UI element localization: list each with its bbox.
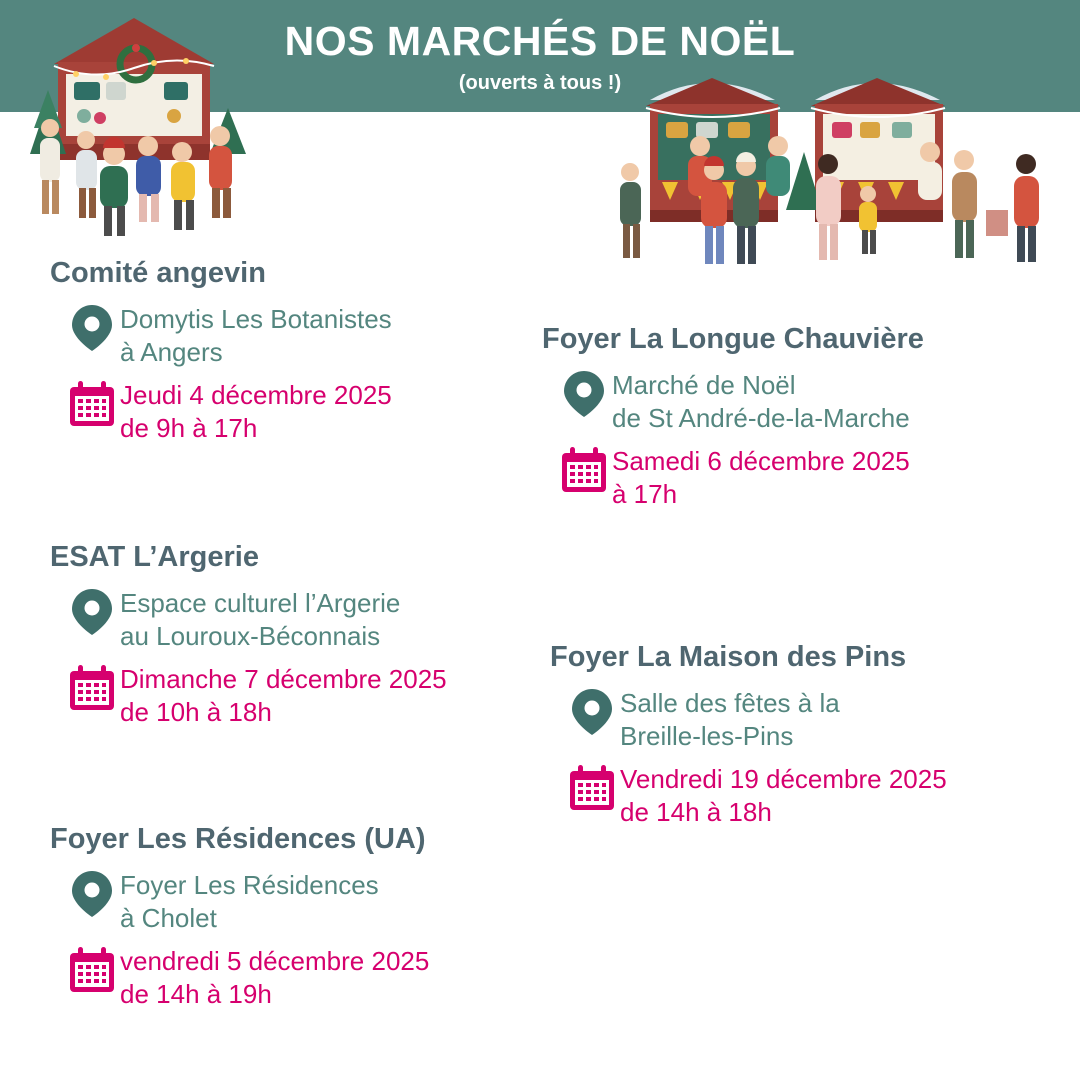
- location-line-1: Marché de Noël: [612, 369, 796, 400]
- date-entry: [550, 761, 1070, 829]
- location-line-1: Foyer Les Résidences: [120, 869, 379, 900]
- location-line-2: au Louroux-Béconnais: [120, 620, 381, 651]
- location-line-2: à Cholet: [120, 902, 217, 933]
- section-title: ESAT L’Argerie: [50, 541, 259, 573]
- map-pin-icon: [64, 301, 120, 353]
- location-text: [120, 585, 400, 653]
- calendar-icon: [64, 661, 120, 713]
- date-text: [120, 661, 447, 729]
- location-line-2: Breille-les-Pins: [620, 720, 794, 751]
- date-entry: [50, 661, 570, 729]
- date-text: [612, 443, 910, 511]
- market-section-foyer-la-longue-chauviere: [542, 322, 1062, 519]
- location-line-1: Salle des fêtes à la: [620, 687, 840, 718]
- date-line-1: Dimanche 7 décembre 2025: [120, 663, 447, 694]
- page-subtitle: (ouverts à tous !): [458, 72, 622, 94]
- date-line-1: Samedi 6 décembre 2025: [612, 445, 910, 476]
- date-text: [120, 943, 429, 1011]
- location-entry: [550, 685, 1070, 753]
- date-line-1: Jeudi 4 décembre 2025: [120, 379, 392, 410]
- calendar-icon: [64, 377, 120, 429]
- location-text: [612, 367, 910, 435]
- location-entry: [542, 367, 1062, 435]
- date-entry: [542, 443, 1062, 511]
- date-line-2: de 9h à 17h: [120, 412, 258, 443]
- date-entry: [50, 943, 570, 1011]
- market-section-comite-angevin: [50, 256, 550, 453]
- location-line-1: Espace culturel l’Argerie: [120, 587, 401, 618]
- date-line-1: vendredi 5 décembre 2025: [120, 945, 430, 976]
- location-entry: [50, 301, 550, 369]
- map-pin-icon: [564, 685, 620, 737]
- date-line-2: de 14h à 18h: [620, 796, 772, 827]
- date-line-2: à 17h: [612, 478, 678, 509]
- christmas-market-stall-illustration-left: [14, 4, 274, 259]
- christmas-market-stalls-illustration-right: [600, 60, 1060, 295]
- date-entry: [50, 377, 550, 445]
- map-pin-icon: [64, 867, 120, 919]
- location-text: [120, 867, 379, 935]
- calendar-icon: [64, 943, 120, 995]
- date-line-2: de 10h à 18h: [120, 696, 272, 727]
- location-text: [120, 301, 392, 369]
- location-line-2: à Angers: [120, 336, 223, 367]
- calendar-icon: [556, 443, 612, 495]
- market-section-esat-largerie: [50, 540, 570, 737]
- market-section-foyer-les-residences: [50, 822, 570, 1019]
- section-title: Foyer Les Résidences (UA): [50, 823, 426, 855]
- market-section-foyer-la-maison-des-pins: [550, 640, 1070, 837]
- location-line-2: de St André-de-la-Marche: [612, 402, 910, 433]
- date-line-1: Vendredi 19 décembre 2025: [620, 763, 947, 794]
- date-text: [620, 761, 947, 829]
- date-text: [120, 377, 392, 445]
- page-title: NOS MARCHÉS DE NOËL: [284, 18, 796, 64]
- location-line-1: Domytis Les Botanistes: [120, 303, 392, 334]
- date-line-2: de 14h à 19h: [120, 978, 272, 1009]
- location-entry: [50, 585, 570, 653]
- section-title: Comité angevin: [50, 257, 266, 289]
- map-pin-icon: [64, 585, 120, 637]
- section-title: Foyer La Maison des Pins: [550, 641, 907, 673]
- map-pin-icon: [556, 367, 612, 419]
- calendar-icon: [564, 761, 620, 813]
- location-text: [620, 685, 840, 753]
- location-entry: [50, 867, 570, 935]
- section-title: Foyer La Longue Chauvière: [542, 323, 924, 355]
